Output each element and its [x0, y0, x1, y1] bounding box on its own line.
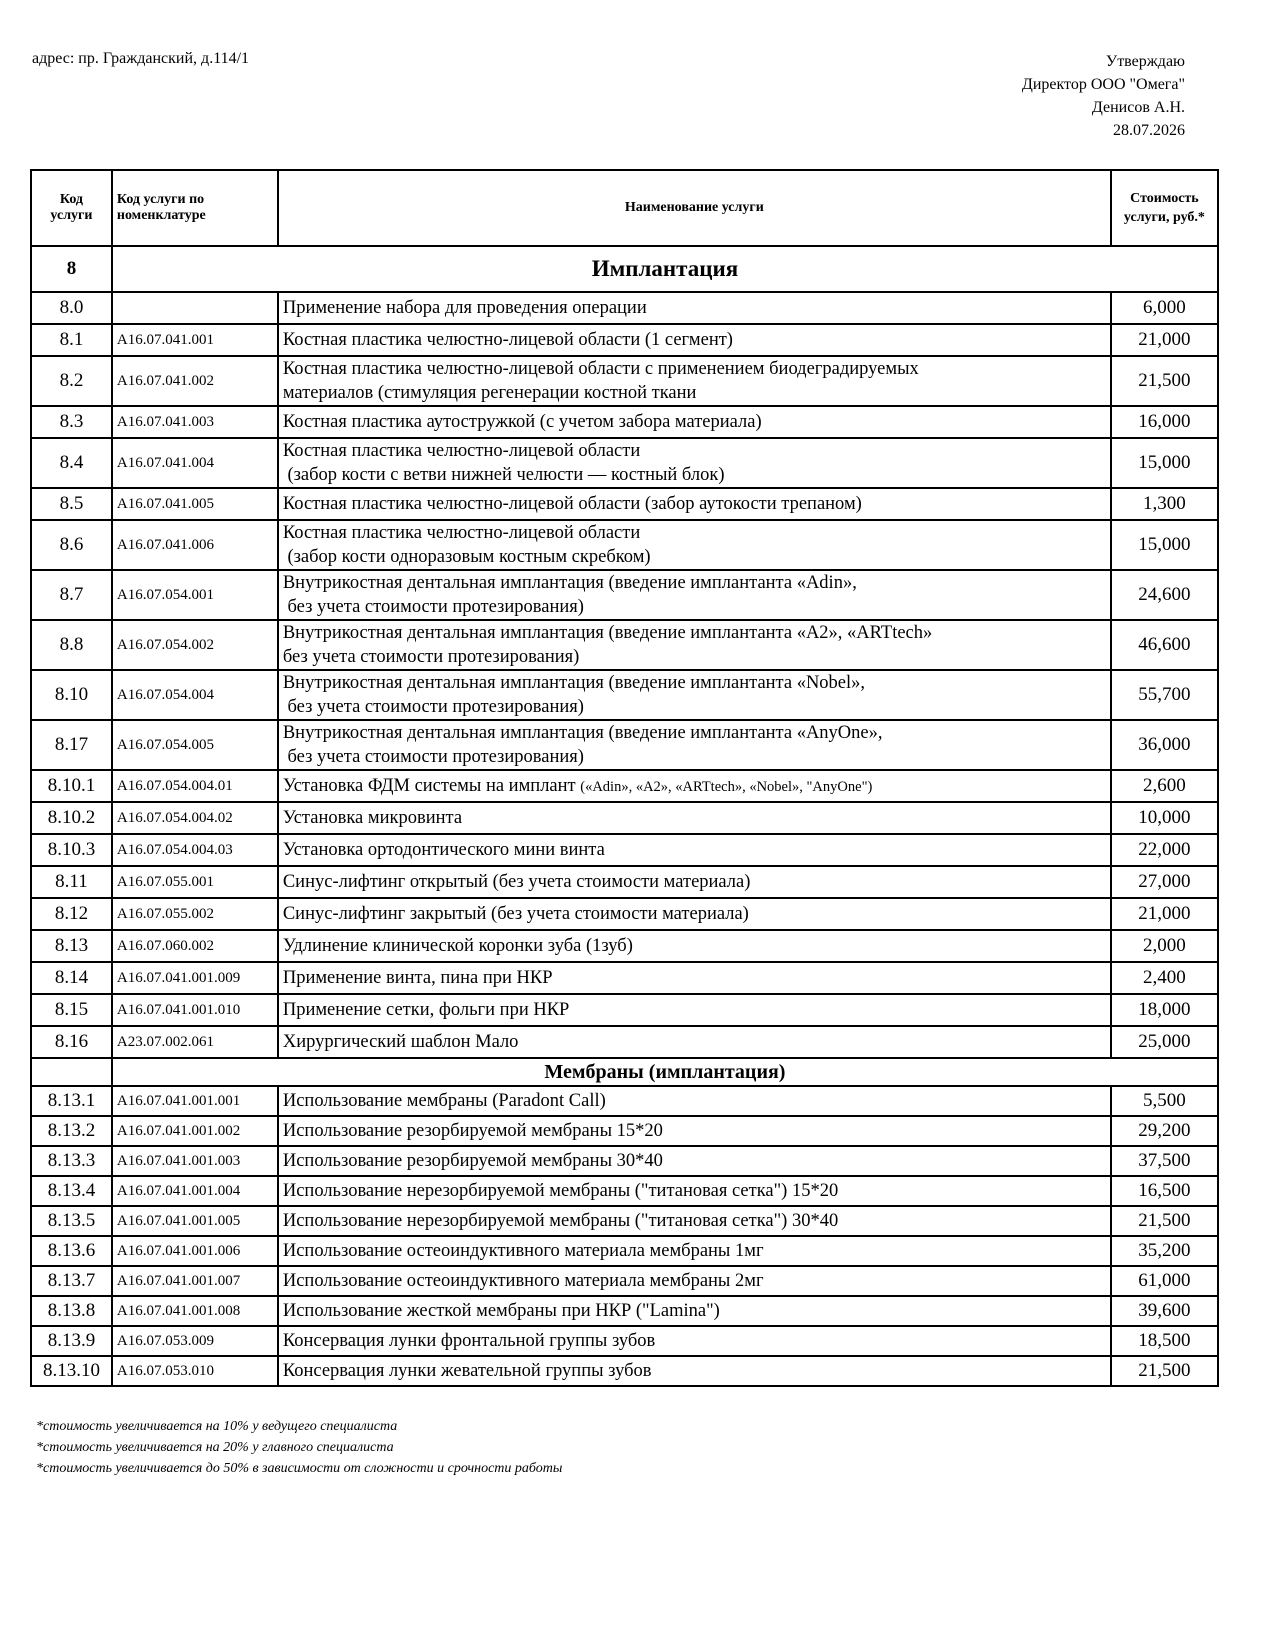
table-row: [31, 1296, 1218, 1326]
section-title-implantation: Имплантация: [112, 246, 1218, 292]
service-code: 8.11: [31, 866, 112, 898]
approval-block: [1022, 50, 1185, 142]
service-code: 8.5: [31, 488, 112, 520]
service-code: 8.0: [31, 292, 112, 324]
service-name-line: без учета стоимости протезирования): [282, 747, 584, 767]
nomenclature-code: A16.07.041.004: [112, 438, 278, 488]
service-code: 8.6: [31, 520, 112, 570]
table-row: [31, 1236, 1218, 1266]
service-name: [278, 1326, 1111, 1356]
service-code: 8.8: [31, 620, 112, 670]
footnote: *стоимость увеличивается до 50% в зависимости от сложности и срочности работы: [36, 1461, 563, 1476]
service-name-line: Внутрикостная дентальная имплантация (введение имплантанта «Nobel»,: [282, 673, 866, 693]
service-code: 8.13.8: [31, 1296, 112, 1326]
service-name-line: Использование мембраны (Paradont Call): [282, 1091, 606, 1111]
table-row: [31, 1116, 1218, 1146]
service-name-line: Использование остеоиндуктивного материала мембраны 1мг: [282, 1241, 764, 1261]
table-row: [31, 1206, 1218, 1236]
service-name-line: Хирургический шаблон Мало: [282, 1032, 519, 1052]
nomenclature-code: A16.07.054.004.01: [112, 770, 278, 802]
service-code: 8.17: [31, 720, 112, 770]
service-name: [278, 406, 1111, 438]
nomenclature-code: A16.07.041.001.010: [112, 994, 278, 1026]
service-name: [278, 292, 1111, 324]
service-name-line: Использование нерезорбируемой мембраны ("титановая сетка") 30*40: [282, 1211, 839, 1231]
service-price: 16,500: [1111, 1176, 1218, 1206]
service-price: 16,000: [1111, 406, 1218, 438]
approval-date: 28.07.2026: [1113, 122, 1185, 139]
service-code: 8.10.3: [31, 834, 112, 866]
service-price: 29,200: [1111, 1116, 1218, 1146]
service-name-line: Костная пластика челюстно-лицевой области: [282, 523, 641, 543]
service-name-line: Синус-лифтинг закрытый (без учета стоимости материала): [282, 904, 749, 924]
column-header-price: Стоимость услуги, руб.*: [1111, 170, 1218, 246]
nomenclature-code: A16.07.055.001: [112, 866, 278, 898]
table-row: [31, 1146, 1218, 1176]
nomenclature-code: [112, 292, 278, 324]
table-row: [31, 520, 1218, 570]
table-row: [31, 1326, 1218, 1356]
nomenclature-code: A16.07.041.001.005: [112, 1206, 278, 1236]
service-name-line: без учета стоимости протезирования): [282, 697, 584, 717]
service-code: 8.16: [31, 1026, 112, 1058]
nomenclature-code: A16.07.054.005: [112, 720, 278, 770]
column-header-service-name: Наименование услуги: [278, 170, 1111, 246]
service-price: 21,500: [1111, 1356, 1218, 1386]
nomenclature-code: A16.07.053.010: [112, 1356, 278, 1386]
service-name-line: Установка ФДМ системы на имплант: [282, 775, 581, 796]
service-code: 8.12: [31, 898, 112, 930]
service-name: [278, 1236, 1111, 1266]
footnote: *стоимость увеличивается на 20% у главного специалиста: [36, 1440, 394, 1455]
section-code: [31, 1058, 112, 1086]
service-name-line: Костная пластика челюстно-лицевой области (1 сегмент): [282, 330, 733, 350]
approval-line: Директор ООО "Омега": [1021, 76, 1185, 93]
service-price: 35,200: [1111, 1236, 1218, 1266]
service-code: 8.13.4: [31, 1176, 112, 1206]
service-code: 8.13.2: [31, 1116, 112, 1146]
service-name-line: Костная пластика челюстно-лицевой области (забор аутокости трепаном): [282, 494, 862, 514]
nomenclature-code: A16.07.053.009: [112, 1326, 278, 1356]
service-name: [278, 962, 1111, 994]
service-price: 2,400: [1111, 962, 1218, 994]
column-header-nomenclature: Код услуги по номенклатуре: [112, 170, 278, 246]
nomenclature-code: A16.07.041.001: [112, 324, 278, 356]
table-row: [31, 866, 1218, 898]
service-code: 8.10: [31, 670, 112, 720]
service-code: 8.13.5: [31, 1206, 112, 1236]
table-row: [31, 834, 1218, 866]
table-row: [31, 406, 1218, 438]
service-code: 8.3: [31, 406, 112, 438]
service-name: [278, 356, 1111, 406]
clinic-address: адрес: пр. Гражданский, д.114/1: [32, 50, 250, 67]
table-row: [31, 1026, 1218, 1058]
nomenclature-code: A16.07.041.001.007: [112, 1266, 278, 1296]
table-row: [31, 994, 1218, 1026]
table-row: [31, 1266, 1218, 1296]
price-table: [30, 169, 1219, 1387]
service-price: 36,000: [1111, 720, 1218, 770]
service-name-line: Применение набора для проведения операции: [282, 298, 647, 318]
service-price: 24,600: [1111, 570, 1218, 620]
service-name-line: Применение винта, пина при НКР: [282, 968, 553, 988]
service-code: 8.13.6: [31, 1236, 112, 1266]
service-name-line: Костная пластика аутостружкой (с учетом забора материала): [282, 412, 762, 432]
service-price: 15,000: [1111, 520, 1218, 570]
table-row: [31, 670, 1218, 720]
service-name-line: без учета стоимости протезирования): [282, 597, 584, 617]
service-code: 8.2: [31, 356, 112, 406]
service-name: [278, 1146, 1111, 1176]
service-name-line: Использование нерезорбируемой мембраны ("титановая сетка") 15*20: [282, 1181, 839, 1201]
service-name-line: Использование жесткой мембраны при НКР ("Lamina"): [282, 1301, 720, 1321]
nomenclature-code: A16.07.041.001.006: [112, 1236, 278, 1266]
service-name-line: Установка ортодонтического мини винта: [282, 840, 605, 860]
nomenclature-code: A16.07.041.001.008: [112, 1296, 278, 1326]
nomenclature-code: A16.07.041.001.003: [112, 1146, 278, 1176]
service-price: 39,600: [1111, 1296, 1218, 1326]
service-name-line: Синус-лифтинг открытый (без учета стоимости материала): [282, 872, 751, 892]
nomenclature-code: A16.07.055.002: [112, 898, 278, 930]
table-row: [31, 1356, 1218, 1386]
service-name: [278, 802, 1111, 834]
nomenclature-code: A16.07.054.004: [112, 670, 278, 720]
table-row: [31, 930, 1218, 962]
table-row: [31, 898, 1218, 930]
service-name: [278, 898, 1111, 930]
table-row: [31, 620, 1218, 670]
service-name: [278, 1116, 1111, 1146]
section-title-membranes: Мембраны (имплантация): [112, 1058, 1218, 1086]
service-name-line: Внутрикостная дентальная имплантация (введение имплантанта «A2», «ARTtech»: [282, 623, 933, 643]
service-name-line: Внутрикостная дентальная имплантация (введение имплантанта «Adin»,: [282, 573, 857, 593]
section-row: [31, 246, 1218, 292]
service-price: 21,500: [1111, 1206, 1218, 1236]
service-name-line: Удлинение клинической коронки зуба (1зуб): [282, 936, 633, 956]
service-name: [278, 1206, 1111, 1236]
service-name: [278, 1296, 1111, 1326]
table-row: [31, 292, 1218, 324]
service-name: [278, 1266, 1111, 1296]
table-row: [31, 962, 1218, 994]
table-row: [31, 1086, 1218, 1116]
service-price: 18,000: [1111, 994, 1218, 1026]
service-name-line: без учета стоимости протезирования): [282, 647, 580, 667]
service-name: [278, 1086, 1111, 1116]
service-code: 8.13.9: [31, 1326, 112, 1356]
service-price: 55,700: [1111, 670, 1218, 720]
service-code: 8.4: [31, 438, 112, 488]
service-code: 8.13.7: [31, 1266, 112, 1296]
approval-line: Утверждаю: [1105, 53, 1185, 70]
nomenclature-code: A23.07.002.061: [112, 1026, 278, 1058]
service-name: [278, 994, 1111, 1026]
service-name: [278, 720, 1111, 770]
service-price: 27,000: [1111, 866, 1218, 898]
service-name-line: Использование резорбируемой мембраны 30*40: [282, 1151, 663, 1171]
nomenclature-code: A16.07.041.002: [112, 356, 278, 406]
service-price: 5,500: [1111, 1086, 1218, 1116]
service-price: 46,600: [1111, 620, 1218, 670]
service-name-line: Костная пластика челюстно-лицевой области: [282, 441, 641, 461]
service-price: 1,300: [1111, 488, 1218, 520]
service-code: 8.10.2: [31, 802, 112, 834]
service-name: [278, 670, 1111, 720]
service-name-line: Костная пластика челюстно-лицевой области с применением биодеградируемых: [282, 359, 919, 379]
nomenclature-code: A16.07.041.003: [112, 406, 278, 438]
service-name: [278, 520, 1111, 570]
nomenclature-code: A16.07.041.001.001: [112, 1086, 278, 1116]
service-price: 10,000: [1111, 802, 1218, 834]
nomenclature-code: A16.07.054.002: [112, 620, 278, 670]
table-row: [31, 1176, 1218, 1206]
service-name: [278, 770, 1111, 802]
service-name: [278, 1026, 1111, 1058]
service-code: 8.15: [31, 994, 112, 1026]
service-code: 8.7: [31, 570, 112, 620]
table-row: [31, 324, 1218, 356]
service-name-line: Консервация лунки жевательной группы зубов: [282, 1361, 652, 1381]
nomenclature-code: A16.07.041.006: [112, 520, 278, 570]
service-name-line: (забор кости с ветви нижней челюсти — костный блок): [282, 465, 725, 485]
service-name: [278, 1356, 1111, 1386]
service-price: 21,000: [1111, 324, 1218, 356]
service-price: 18,500: [1111, 1326, 1218, 1356]
service-price: 25,000: [1111, 1026, 1218, 1058]
service-price: 22,000: [1111, 834, 1218, 866]
service-price: 2,600: [1111, 770, 1218, 802]
nomenclature-code: A16.07.041.001.004: [112, 1176, 278, 1206]
table-row: [31, 802, 1218, 834]
service-code: 8.14: [31, 962, 112, 994]
nomenclature-code: A16.07.041.001.002: [112, 1116, 278, 1146]
table-header-row: [31, 170, 1218, 246]
service-name-line: материалов (стимуляция регенерации костной ткани: [282, 383, 697, 403]
service-price: 61,000: [1111, 1266, 1218, 1296]
service-name-line: (забор кости одноразовым костным скребком): [282, 547, 651, 567]
service-price: 21,000: [1111, 898, 1218, 930]
table-row: [31, 356, 1218, 406]
table-row: [31, 570, 1218, 620]
service-code: 8.13.1: [31, 1086, 112, 1116]
service-name: [278, 1176, 1111, 1206]
table-row: [31, 770, 1218, 802]
nomenclature-code: A16.07.054.004.03: [112, 834, 278, 866]
service-name-line: Установка микровинта: [282, 808, 463, 828]
table-row: [31, 438, 1218, 488]
column-header-code: Код услуги: [31, 170, 112, 246]
service-name: [278, 570, 1111, 620]
service-name: [278, 438, 1111, 488]
footnote: *стоимость увеличивается на 10% у ведущего специалиста: [36, 1419, 398, 1434]
footnotes: [36, 1416, 562, 1479]
table-row: [31, 720, 1218, 770]
service-code: 8.13.3: [31, 1146, 112, 1176]
section-code: 8: [31, 246, 112, 292]
nomenclature-code: A16.07.054.001: [112, 570, 278, 620]
service-name-line: Внутрикостная дентальная имплантация (введение имплантанта «AnyOne»,: [282, 723, 883, 743]
service-name-line: Консервация лунки фронтальной группы зубов: [282, 1331, 656, 1351]
service-price: 15,000: [1111, 438, 1218, 488]
implant-brands-note: («Adin», «A2», «ARTtech», «Nobel», "AnyOne"): [580, 778, 873, 795]
service-price: 2,000: [1111, 930, 1218, 962]
service-code: 8.13: [31, 930, 112, 962]
service-price: 37,500: [1111, 1146, 1218, 1176]
service-name: [278, 930, 1111, 962]
service-price: 6,000: [1111, 292, 1218, 324]
nomenclature-code: A16.07.054.004.02: [112, 802, 278, 834]
nomenclature-code: A16.07.041.005: [112, 488, 278, 520]
approval-line: Денисов А.Н.: [1091, 99, 1185, 116]
service-price: 21,500: [1111, 356, 1218, 406]
service-code: 8.13.10: [31, 1356, 112, 1386]
nomenclature-code: A16.07.041.001.009: [112, 962, 278, 994]
service-name-line: Использование резорбируемой мембраны 15*20: [282, 1121, 663, 1141]
service-code: 8.1: [31, 324, 112, 356]
service-name: [278, 620, 1111, 670]
service-name-line: Применение сетки, фольги при НКР: [282, 1000, 570, 1020]
service-name: [278, 488, 1111, 520]
service-name-line: Использование остеоиндуктивного материала мембраны 2мг: [282, 1271, 764, 1291]
table-row: [31, 488, 1218, 520]
service-code: 8.10.1: [31, 770, 112, 802]
service-name: [278, 834, 1111, 866]
service-name: [278, 866, 1111, 898]
section-row: [31, 1058, 1218, 1086]
service-name: [278, 324, 1111, 356]
nomenclature-code: A16.07.060.002: [112, 930, 278, 962]
